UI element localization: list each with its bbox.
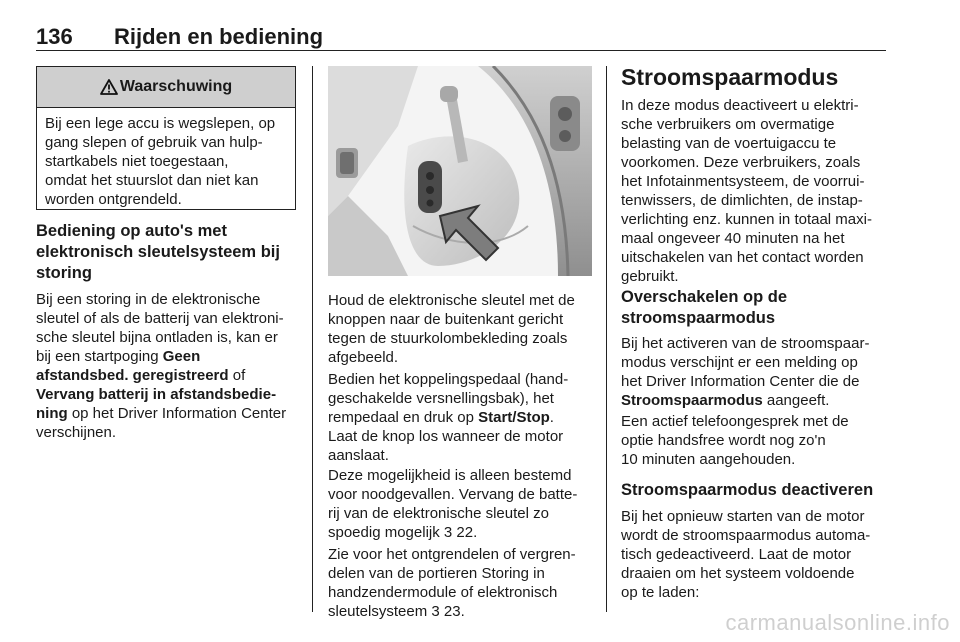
column-divider-left: [312, 66, 313, 612]
middle-paragraph-locking: [328, 545, 598, 621]
text-line: gebruikt.: [621, 268, 679, 285]
page-ref-link[interactable]: 23.: [443, 603, 465, 620]
text-line: voorkomen. Deze verbruikers, zoals: [621, 154, 861, 171]
text-line: Stroomspaarmodus aangeeft.: [621, 392, 830, 409]
text-line: tenwissers, de dimlichten, de instap-: [621, 192, 863, 209]
text-line: maal ongeveer 40 minuten na het: [621, 230, 845, 247]
steering-column-image: [328, 66, 592, 276]
text-line: op te laden:: [621, 584, 700, 601]
warning-line: startkabels niet toegestaan,: [45, 153, 229, 170]
heading-line: elektronisch sleutelsysteem bij: [36, 243, 280, 261]
text-line: In deze modus deactiveert u elektri-: [621, 97, 859, 114]
column-divider-right: [606, 66, 607, 612]
text-line: Bij het opnieuw starten van de motor: [621, 508, 865, 525]
text-line: Bij het activeren van de stroomspaar-: [621, 335, 870, 352]
warning-triangle-icon: [100, 79, 118, 95]
left-section-heading: [36, 221, 280, 284]
subheading-deactivate: Stroomspaarmodus deactiveren: [621, 481, 874, 499]
page-ref-arrow-icon[interactable]: 3: [443, 524, 453, 541]
text-line: Deze mogelijkheid is alleen bestemd: [328, 467, 572, 484]
watermark: carmanualsonline.info: [725, 610, 950, 635]
warning-header: [37, 67, 295, 108]
text-line: Bedien het koppelingspedaal (hand-: [328, 371, 569, 388]
text-line: tegen de stuurkolombekleding zoals: [328, 330, 568, 347]
text-line: sche sleutel bijna ontladen is, kan er: [36, 329, 278, 346]
text-line: Bij een storing in de elektronische: [36, 291, 261, 308]
steering-column-illustration: [328, 66, 592, 276]
right-phone-paragraph: [621, 412, 891, 469]
warning-line: omdat het stuurslot dan niet kan: [45, 172, 259, 189]
text-line: Houd de elektronische sleutel met de: [328, 292, 575, 309]
warning-title: Waarschuwing: [119, 78, 233, 95]
text-line: draaien om het systeem voldoende: [621, 565, 855, 582]
warning-box: [36, 66, 296, 210]
text-line: handzendermodule of elektronisch: [328, 584, 558, 601]
warning-text: [37, 108, 295, 209]
text-line: sleutelsysteem 3 23.: [328, 603, 465, 620]
heading-line: stroomspaarmodus: [621, 309, 776, 327]
text-line: uitschakelen van het contact worden: [621, 249, 864, 266]
text-line: afstandsbed. geregistreerd of: [36, 367, 246, 384]
text-line: verlichting enz. kunnen in totaal maxi-: [621, 211, 872, 228]
text-line: tisch gedeactiveerd. Laat de motor: [621, 546, 852, 563]
middle-paragraph-emergency: [328, 466, 598, 542]
page-title: Rijden en bediening: [114, 24, 324, 49]
text-line: Laat de knop los wanneer de motor: [328, 428, 564, 445]
text-line: het Infotainmentsysteem, de voorrui-: [621, 173, 865, 190]
text-line: delen van de portieren Storing in: [328, 565, 545, 582]
heading-line: Overschakelen op de: [621, 288, 787, 306]
text-line: 10 minuten aangehouden.: [621, 451, 796, 468]
heading-line: storing: [36, 264, 92, 282]
warning-line: gang slepen of gebruik van hulp-: [45, 134, 263, 151]
text-line: aanslaat.: [328, 447, 389, 464]
header-divider: [36, 50, 886, 51]
left-paragraph: [36, 290, 306, 442]
middle-paragraph-pedal: [328, 370, 598, 465]
right-deactivate-paragraph: [621, 507, 891, 602]
text-line: rij van de elektronische sleutel zo: [328, 505, 549, 522]
text-line: Vervang batterij in afstandsbedie-: [36, 386, 277, 403]
right-intro-paragraph: [621, 96, 891, 286]
page-number: 136: [36, 24, 73, 49]
right-activate-paragraph: [621, 334, 891, 410]
text-line: knoppen naar de buitenkant gericht: [328, 311, 564, 328]
text-line: afgebeeld.: [328, 349, 399, 366]
text-line: voor noodgevallen. Vervang de batte-: [328, 486, 578, 503]
page-ref-arrow-icon[interactable]: 3: [431, 603, 440, 620]
text-line: verschijnen.: [36, 424, 117, 441]
text-line: optie handsfree wordt nog zo'n: [621, 432, 826, 449]
warning-line: worden ontgrendeld.: [45, 191, 182, 208]
text-line: rempedaal en druk op Start/Stop.: [328, 409, 554, 426]
section-title: Stroomspaarmodus: [621, 64, 839, 90]
text-line: wordt de stroomspaarmodus automa-: [621, 527, 871, 544]
warning-line: Bij een lege accu is wegslepen, op: [45, 115, 276, 132]
text-line: bij een startpoging Geen: [36, 348, 201, 365]
text-line: ning op het Driver Information Center: [36, 405, 287, 422]
text-line: Zie voor het ontgrendelen of vergren-: [328, 546, 576, 563]
text-line: modus verschijnt er een melding op: [621, 354, 858, 371]
image-caption: [328, 291, 598, 367]
text-line: sche verbruikers om overmatige: [621, 116, 835, 133]
heading-line: Bediening op auto's met: [36, 222, 227, 240]
text-line: belasting van de voertuigaccu te: [621, 135, 837, 152]
subheading-activate: [621, 287, 787, 329]
text-line: het Driver Information Center die de: [621, 373, 860, 390]
page-ref-link[interactable]: 22.: [456, 524, 478, 541]
text-line: geschakelde versnellingsbak), het: [328, 390, 554, 407]
text-line: Een actief telefoongesprek met de: [621, 413, 849, 430]
text-line: spoedig mogelijk 3 22.: [328, 524, 478, 541]
text-line: sleutel of als de batterij van elektroni-: [36, 310, 284, 327]
